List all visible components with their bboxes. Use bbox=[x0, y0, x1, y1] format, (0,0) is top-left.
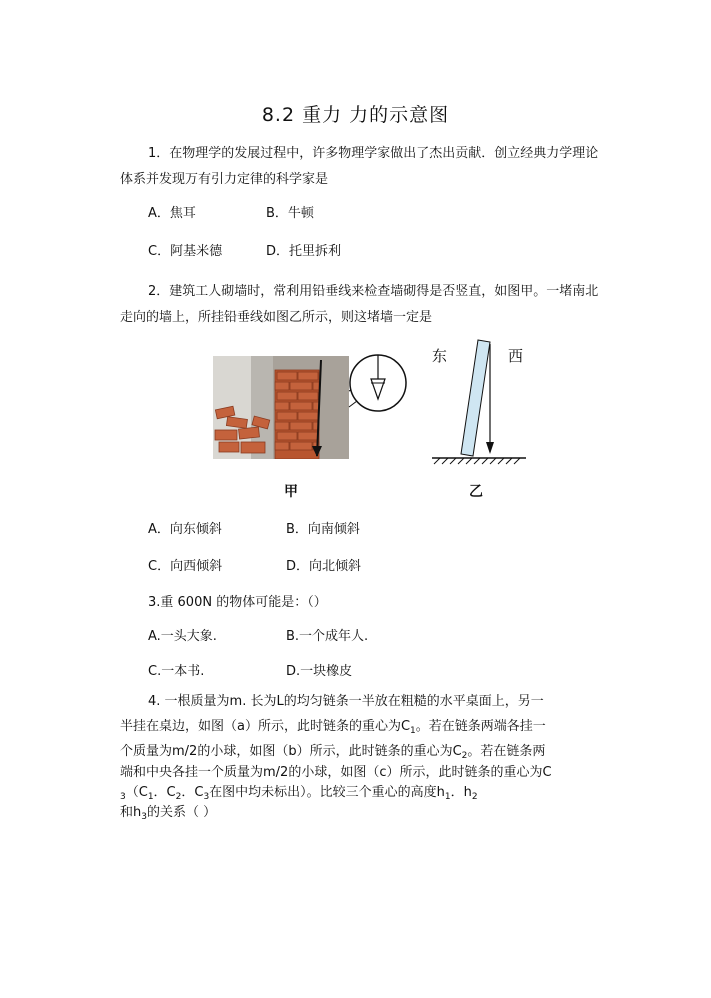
q4-line-6: 和$h_3$的关系（ ） bbox=[120, 805, 217, 822]
q4-line-2: 半挂在桌边，如图（a）所示，此时链条的重心为$C_1$。若在链条两端各挂一 bbox=[120, 719, 546, 736]
q2-option-b: B．向南倾斜 bbox=[286, 522, 360, 537]
q1-option-b: B．牛顿 bbox=[266, 206, 314, 221]
q2-option-d: D．向北倾斜 bbox=[286, 559, 362, 574]
question-3-text: 3.重 600N 的物体可能是：（） bbox=[148, 595, 327, 610]
q3-option-c: C.一本书. bbox=[148, 664, 205, 679]
page-title: 8.2 重力 力的示意图 bbox=[261, 104, 450, 126]
figure-yi-caption: 乙 bbox=[469, 484, 483, 500]
q4-line-5: $_3(C_1$．$C_2$．$C_3$在图中均未标出）。比较三个重心的高度$h_1$．$h_2$ bbox=[120, 785, 478, 802]
figure-jia-caption: 甲 bbox=[284, 484, 298, 500]
tilted-wall-diagram bbox=[428, 338, 530, 466]
east-label: 东 bbox=[432, 347, 448, 365]
q3-option-b: B.一个成年人. bbox=[286, 629, 369, 644]
q1-option-a: A．焦耳 bbox=[148, 206, 196, 221]
q1-option-c: C．阿基米德 bbox=[148, 244, 223, 259]
question-1-text: 1．在物理学的发展过程中，许多物理学家做出了杰出贡献．创立经典力学理论体系并发现万有引力定律的科学家是 bbox=[120, 146, 599, 187]
q2-option-c: C．向西倾斜 bbox=[148, 559, 223, 574]
plumb-bob-magnifier bbox=[341, 345, 413, 427]
brick-wall-photo bbox=[213, 356, 349, 459]
q4-line-4: 端和中央各挂一个质量为m/2的小球，如图（c）所示，此时链条的重心为C bbox=[120, 765, 552, 780]
q3-option-a: A.一头大象. bbox=[148, 629, 217, 644]
question-2-text: 2．建筑工人砌墙时，常利用铅垂线来检查墙砌得是否竖直，如图甲。一堵南北走向的墙上，所挂铅垂线如图乙所示，则这堵墙一定是 bbox=[120, 284, 599, 325]
q4-line-1: 4. 一根质量为m. 长为L的均匀链条一半放在粗糙的水平桌面上，另一 bbox=[148, 694, 544, 709]
q2-option-a: A．向东倾斜 bbox=[148, 522, 222, 537]
q1-option-d: D．托里拆利 bbox=[266, 244, 342, 259]
q4-line-3: 个质量为m/2的小球，如图（b）所示，此时链条的重心为$C_2$。若在链条两 bbox=[120, 744, 546, 761]
west-label: 西 bbox=[508, 347, 524, 365]
q3-option-d: D.一块橡皮 bbox=[286, 664, 353, 679]
